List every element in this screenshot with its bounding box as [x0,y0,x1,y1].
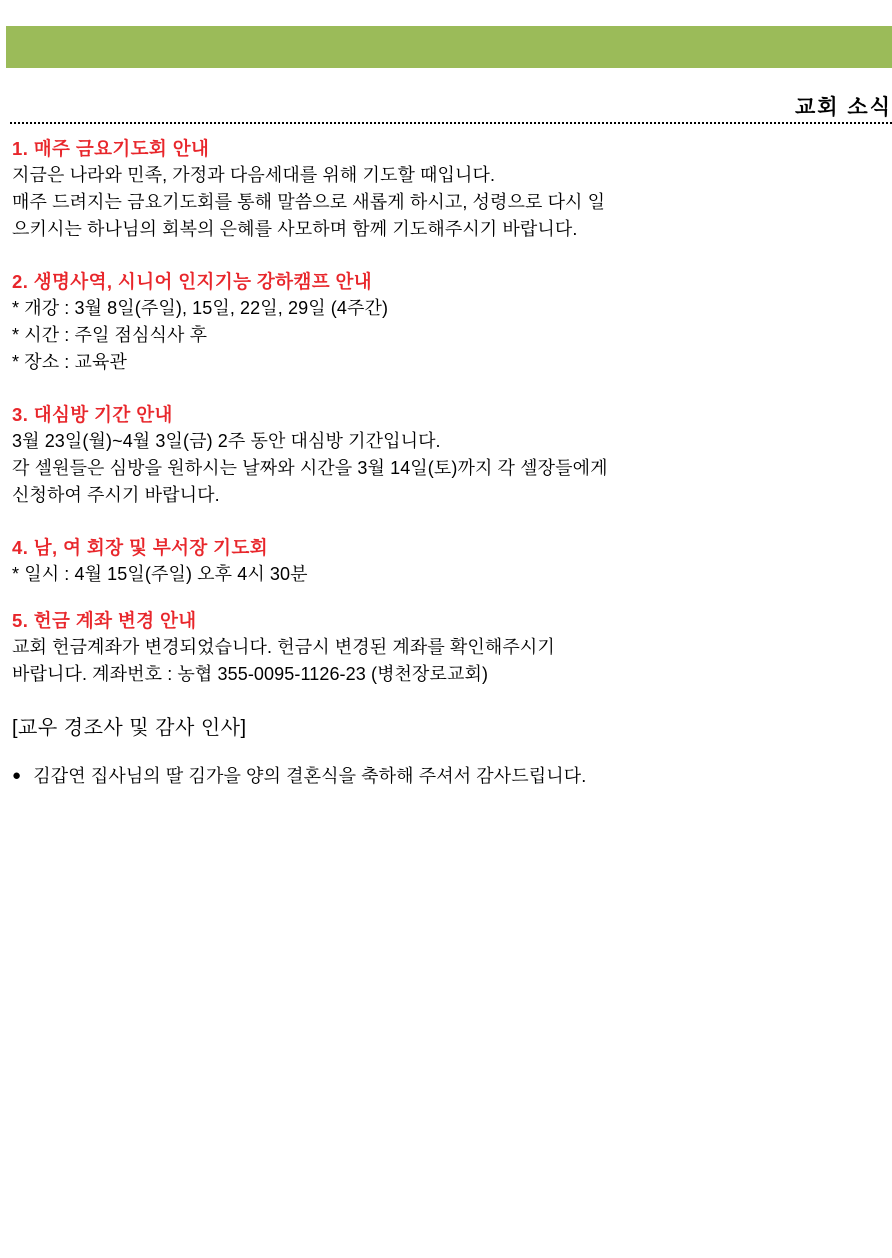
section-2-line-2: * 시간 : 주일 점심식사 후 [12,325,208,345]
spacer [12,243,880,269]
section-4-line-1: * 일시 : 4월 15일(주일) 오후 4시 30분 [12,564,308,584]
courtesy-item-text: 김갑연 집사님의 딸 김가을 양의 결혼식을 축하해 주셔서 감사드립니다. [33,766,587,786]
top-green-banner [6,26,892,68]
spacer [12,688,880,714]
section-1-line-3: 으키시는 하나님의 회복의 은혜를 사모하며 함께 기도해주시기 바랍니다. [12,219,578,239]
section-2 [12,269,880,376]
section-2-line-1: * 개강 : 3월 8일(주일), 15일, 22일, 29일 (4주간) [12,298,389,318]
courtesy-item [12,762,880,790]
spacer [12,588,880,608]
section-3-title: 3. 대심방 기간 안내 [12,404,173,425]
section-3-line-1: 3월 23일(월)~4월 3일(금) 2주 동안 대심방 기간입니다. [12,431,441,451]
section-1-line-2: 매주 드려지는 금요기도회를 통해 말씀으로 새롭게 하시고, 성령으로 다시 일 [12,192,606,212]
spacer [12,742,880,762]
section-4 [12,535,880,588]
section-1 [12,136,880,243]
section-3 [12,402,880,509]
announcements-body [12,136,880,790]
page-title: 교회 소식 [795,96,892,119]
section-1-title: 1. 매주 금요기도회 안내 [12,138,210,159]
section-5-title: 5. 헌금 계좌 변경 안내 [12,610,197,631]
section-4-title: 4. 남, 여 회장 및 부서장 기도회 [12,537,268,558]
document-header [0,96,892,130]
section-2-title: 2. 생명사역, 시니어 인지기능 강하캠프 안내 [12,271,373,292]
section-5-line-1: 교회 헌금계좌가 변경되었습니다. 헌금시 변경된 계좌를 확인해주시기 [12,637,555,657]
spacer [12,509,880,535]
section-5 [12,608,880,688]
section-1-line-1: 지금은 나라와 민족, 가정과 다음세대를 위해 기도할 때입니다. [12,165,496,185]
spacer [12,376,880,402]
courtesy-heading: [교우 경조사 및 감사 인사] [12,717,247,739]
header-dotted-divider [10,122,892,124]
section-5-line-2: 바랍니다. 계좌번호 : 농협 355-0095-1126-23 (병천장로교회) [12,664,489,684]
bullet-circle-icon: ● [12,767,22,784]
courtesy-section [12,714,880,790]
section-2-line-3: * 장소 : 교육관 [12,352,127,372]
section-3-line-3: 신청하여 주시기 바랍니다. [12,485,220,505]
section-3-line-2: 각 셀원들은 심방을 원하시는 날짜와 시간을 3월 14일(토)까지 각 셀장들에게 [12,458,608,478]
